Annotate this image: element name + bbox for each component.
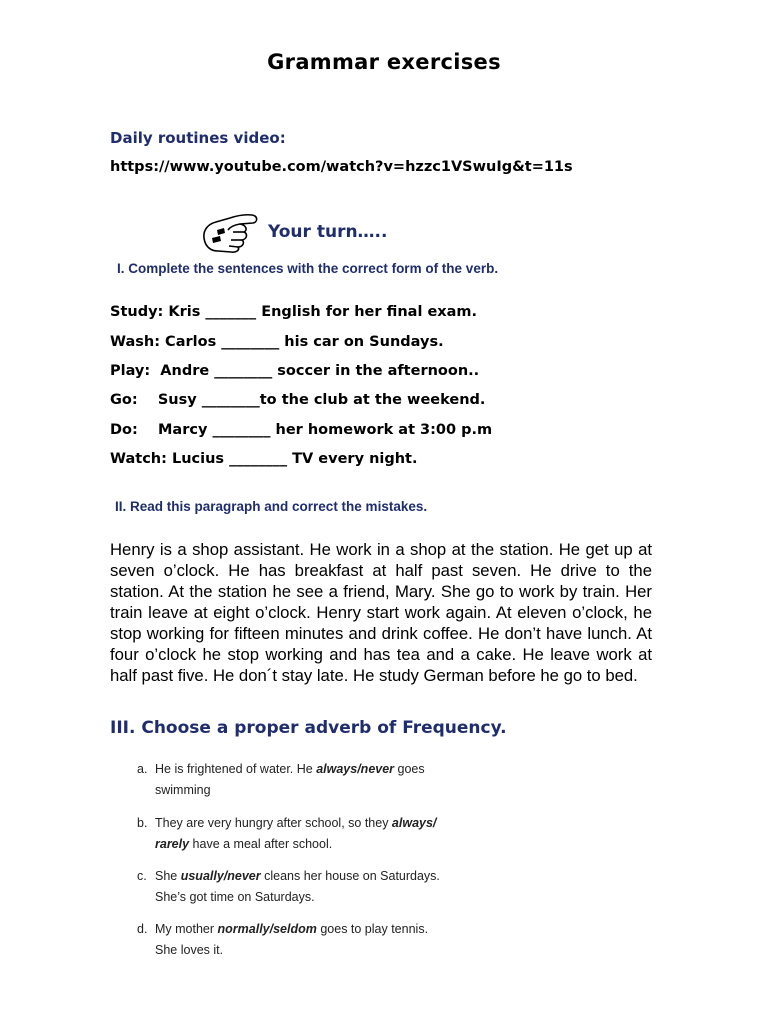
item-text: goes to play tennis.	[316, 922, 429, 936]
page-title: Grammar exercises	[267, 50, 501, 74]
section3-heading: III. Choose a proper adverb of Frequency.	[110, 718, 507, 738]
exercise1-line: Do: Marcy ________ her homework at 3:00 p.m	[110, 422, 493, 438]
adverb-item	[137, 919, 477, 961]
item-text: They are very hungry after school, so they	[155, 816, 392, 830]
exercise1-line: Study: Kris _______ English for her final exam.	[110, 304, 478, 320]
exercise1-line: Play: Andre ________ soccer in the afternoon..	[110, 363, 480, 379]
routines-heading: Daily routines video:	[110, 129, 286, 147]
section2-heading: II. Read this paragraph and correct the mistakes.	[115, 499, 428, 514]
item-options: rarely	[155, 837, 190, 851]
exercise1-line: Watch: Lucius ________ TV every night.	[110, 451, 418, 467]
item-letter: c.	[137, 869, 147, 883]
item-continuation: swimming	[155, 783, 211, 797]
section1-heading: I. Complete the sentences with the correct form of the verb.	[117, 261, 499, 276]
item-text: cleans her house on Saturdays.	[260, 869, 440, 883]
item-letter: d.	[137, 922, 148, 936]
adverb-item	[137, 866, 477, 908]
item-options: always/	[391, 816, 437, 830]
your-turn-label: Your turn…..	[268, 222, 388, 242]
adverb-item	[137, 813, 477, 855]
exercise1-line: Go: Susy ________to the club at the weekend.	[110, 392, 486, 408]
item-letter: a.	[137, 762, 148, 776]
video-url-link[interactable]: https://www.youtube.com/watch?v=hzzc1VSwuIg&t=11s	[110, 159, 573, 175]
item-continuation: She loves it.	[155, 943, 224, 957]
item-options: usually/never	[180, 869, 261, 883]
item-text: She	[155, 869, 181, 883]
adverb-item	[137, 759, 477, 801]
item-text: have a meal after school.	[189, 837, 333, 851]
item-text: He is frightened of water. He	[155, 762, 317, 776]
item-text: goes	[394, 762, 425, 776]
item-continuation: She’s got time on Saturdays.	[155, 890, 315, 904]
exercise1-line: Wash: Carlos ________ his car on Sundays.	[110, 334, 444, 350]
mistakes-paragraph: Henry is a shop assistant. He work in a shop at the station. He get up at seven o’clock. He has breakfast at half past seven. He drive to the station. At the station he see a friend, Mary. She go to work by train. Her train leave at eight o’clock. Henry start work again. At eleven o’clock, he stop working for fifteen minutes and drink coffee. He don’t have lunch. At four o’clock he stop working and has tea and a cake. He leave work at half past five. He don´t stay late. He study German before he go to bed.	[110, 540, 652, 685]
item-letter: b.	[137, 816, 148, 830]
pointing-hand-icon	[200, 208, 264, 258]
item-continuation	[137, 834, 477, 855]
item-options: always/never	[316, 762, 395, 776]
item-text: My mother	[155, 922, 218, 936]
item-options: normally/seldom	[217, 922, 317, 936]
